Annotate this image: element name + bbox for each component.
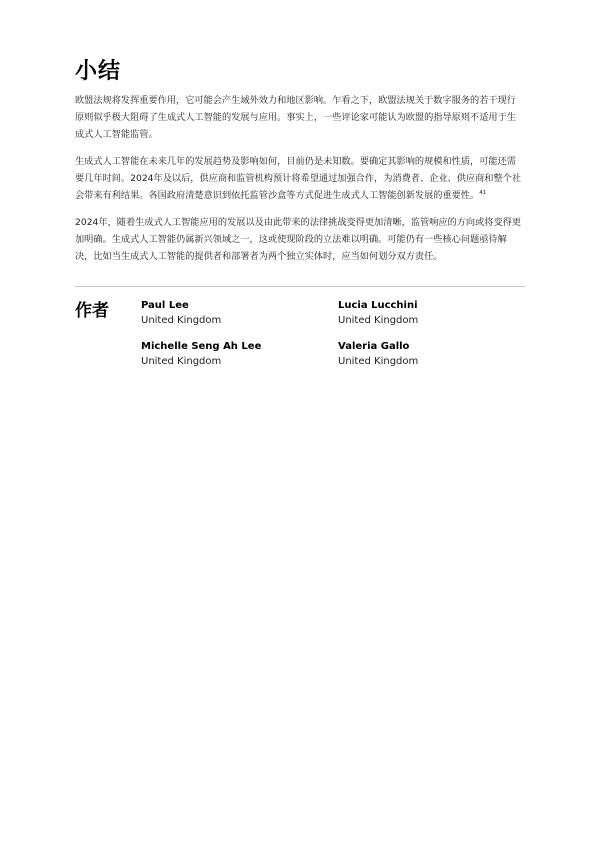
- author-card: [338, 339, 518, 369]
- author-location: United Kingdom: [141, 356, 222, 367]
- authors-heading: 作者: [75, 301, 109, 321]
- author-name: Lucia Lucchini: [338, 300, 418, 311]
- section-divider: [75, 286, 525, 287]
- section-title: 小结: [75, 59, 122, 84]
- author-name: Michelle Seng Ah Lee: [141, 341, 262, 352]
- author-name: Paul Lee: [141, 300, 189, 311]
- summary-paragraph-2-text: 生成式人工智能在未来几年的发展趋势及影响如何，目前仍是未知数。要确定其影响的规模和性质，可能还需要几年时间。2024年及以后，供应商和监管机构预计将希望通过加强合作，为消费者、企业、供应商和整个社会带来有利结果。各国政府清楚意识到依托监管沙盒等方式促进生成式人工智能创新发展的重要性。: [75, 156, 522, 201]
- summary-paragraph-1: 欧盟法规将发挥重要作用，它可能会产生域外效力和地区影响。乍看之下，欧盟法规关于数字服务的若干现行原则似乎极大阻碍了生成式人工智能的发展与应用。事实上，一些评论家可能认为欧盟的指导原则不适用于生成式人工智能监管。: [75, 95, 516, 140]
- author-card: [141, 298, 321, 328]
- footnote-reference: 41: [479, 189, 487, 196]
- summary-paragraph-2: [75, 153, 525, 204]
- author-card: [338, 298, 518, 328]
- author-location: United Kingdom: [141, 315, 222, 326]
- author-card: [141, 339, 321, 369]
- author-name: Valeria Gallo: [338, 341, 410, 352]
- summary-paragraph-3: 2024年，随着生成式人工智能应用的发展以及由此带来的法律挑战变得更加清晰，监管响应的方向或将变得更加明确。生成式人工智能仍属新兴领域之一，这或使现阶段的立法难以明确。可能仍有一些核心问题亟待解决，比如当生成式人工智能的提供者和部署者为两个独立实体时，应当如何划分双方责任。: [75, 217, 522, 262]
- author-location: United Kingdom: [338, 315, 419, 326]
- author-location: United Kingdom: [338, 356, 419, 367]
